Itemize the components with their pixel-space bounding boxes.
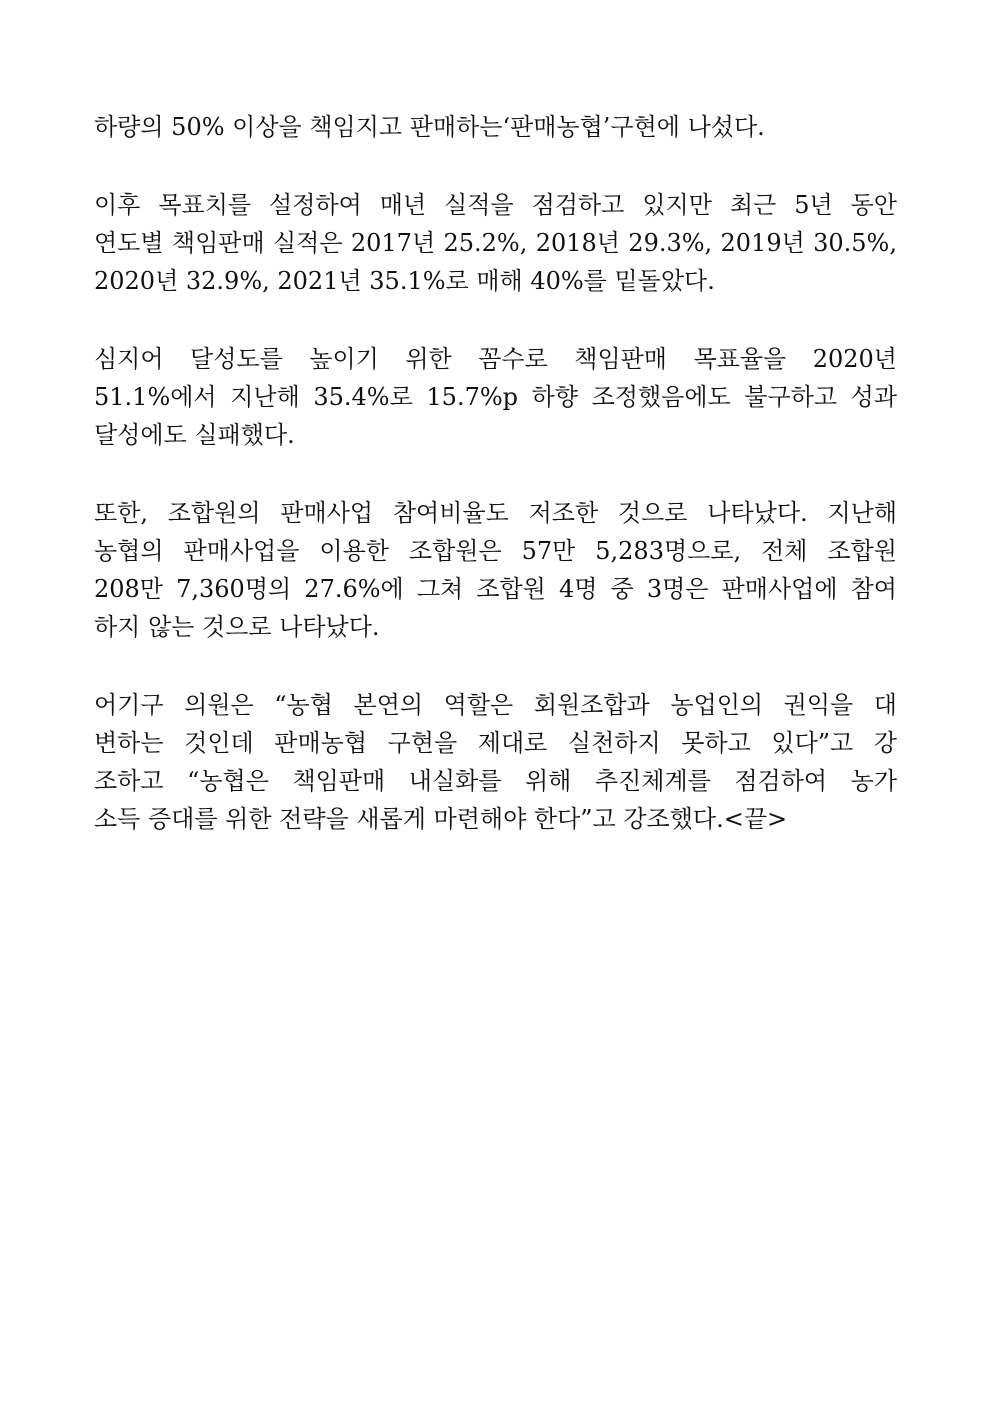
text-line: 달성에도 실패했다. bbox=[94, 421, 295, 449]
paragraph-target-adjustment bbox=[94, 340, 897, 454]
text-line: 연도별 책임판매 실적은 2017년 25.2%, 2018년 29.3%, 2019년 30.5%, bbox=[94, 229, 897, 257]
text-line: 심지어 달성도를 높이기 위한 꼼수로 책임판매 목표율을 2020년 bbox=[94, 345, 897, 373]
document-page bbox=[94, 108, 897, 878]
paragraph-lawmaker-quote bbox=[94, 686, 897, 838]
text-line: 조하고 “농협은 책임판매 내실화를 위해 추진체계를 점검하여 농가 bbox=[94, 767, 897, 795]
text-line: 하지 않는 것으로 나타났다. bbox=[94, 613, 380, 641]
text-line: 51.1%에서 지난해 35.4%로 15.7%p 하향 조정했음에도 불구하고 성과 bbox=[94, 383, 897, 411]
text-line: 어기구 의원은 “농협 본연의 역할은 회원조합과 농업인의 권익을 대 bbox=[94, 691, 897, 719]
text-line: 변하는 것인데 판매농협 구현을 제대로 실천하지 못하고 있다”고 강 bbox=[94, 729, 897, 757]
paragraph-yearly-performance bbox=[94, 186, 897, 300]
paragraph-sales-share bbox=[94, 108, 897, 146]
paragraph-member-participation bbox=[94, 494, 897, 646]
text-line: 208만 7,360명의 27.6%에 그쳐 조합원 4명 중 3명은 판매사업에 참여 bbox=[94, 575, 897, 603]
text-line: 하량의 50% 이상을 책임지고 판매하는‘판매농협’구현에 나섰다. bbox=[94, 113, 765, 141]
text-line: 또한, 조합원의 판매사업 참여비율도 저조한 것으로 나타났다. 지난해 bbox=[94, 499, 897, 527]
text-line: 소득 증대를 위한 전략을 새롭게 마련해야 한다”고 강조했다.<끝> bbox=[94, 805, 788, 833]
text-line: 2020년 32.9%, 2021년 35.1%로 매해 40%를 밑돌았다. bbox=[94, 267, 715, 295]
text-line: 농협의 판매사업을 이용한 조합원은 57만 5,283명으로, 전체 조합원 bbox=[94, 537, 897, 565]
text-line: 이후 목표치를 설정하여 매년 실적을 점검하고 있지만 최근 5년 동안 bbox=[94, 191, 897, 219]
